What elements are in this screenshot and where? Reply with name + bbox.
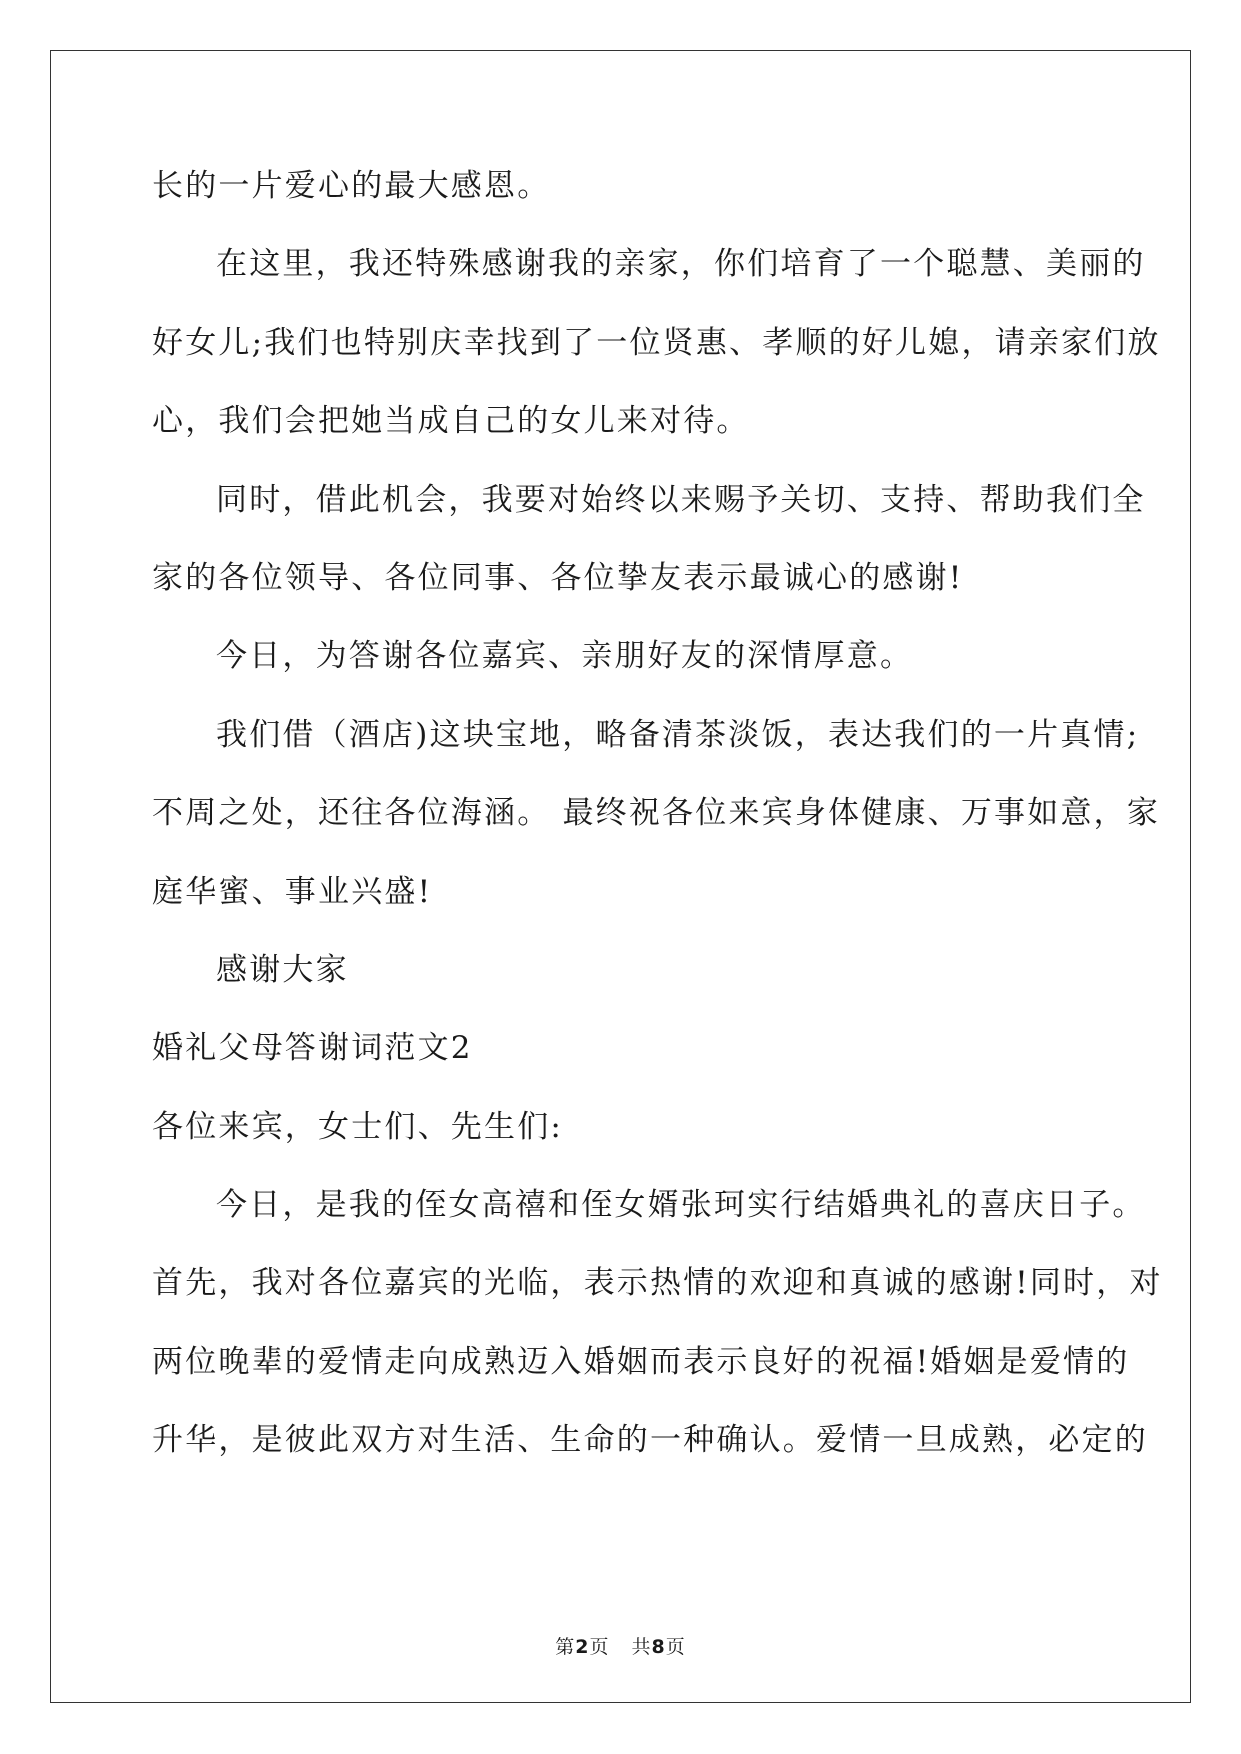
text-line: 首先，我对各位嘉宾的光临，表示热情的欢迎和真诚的感谢!同时，对 bbox=[152, 1265, 1163, 1302]
text-line: 升华，是彼此双方对生活、生命的一种确认。爱情一旦成熟，必定的 bbox=[152, 1422, 1148, 1459]
text-line: 不周之处，还往各位海涵。 最终祝各位来宾身体健康、万事如意，家 bbox=[152, 795, 1161, 832]
page-footer bbox=[0, 1635, 1241, 1659]
text-line: 同时，借此机会，我要对始终以来赐予关切、支持、帮助我们全 bbox=[216, 481, 1146, 518]
page-total: 8 bbox=[651, 1636, 666, 1658]
text-line: 长的一片爱心的最大感恩。 bbox=[152, 168, 551, 204]
total-prefix: 共 bbox=[631, 1636, 652, 1658]
page-unit: 页 bbox=[589, 1636, 610, 1658]
text-line: 今日，是我的侄女高禧和侄女婿张珂实行结婚典礼的喜庆日子。 bbox=[216, 1187, 1146, 1224]
page-prefix: 第 bbox=[555, 1636, 576, 1658]
text-line: 家的各位领导、各位同事、各位挚友表示最诚心的感谢! bbox=[152, 559, 964, 596]
text-line: 心，我们会把她当成自己的女儿来对待。 bbox=[152, 403, 750, 440]
text-line: 今日，为答谢各位嘉宾、亲朋好友的深情厚意。 bbox=[216, 638, 914, 675]
text-line: 两位晚辈的爱情走向成熟迈入婚姻而表示良好的祝福!婚姻是爱情的 bbox=[152, 1343, 1130, 1380]
text-line: 庭华蜜、事业兴盛! bbox=[152, 873, 433, 910]
text-line: 在这里，我还特殊感谢我的亲家，你们培育了一个聪慧、美丽的 bbox=[216, 246, 1146, 283]
text-line: 我们借（酒店)这块宝地，略备清茶淡饭，表达我们的一片真情; bbox=[216, 716, 1140, 753]
document-body bbox=[152, 162, 1163, 1495]
section-heading: 婚礼父母答谢词范文2 bbox=[152, 1030, 473, 1067]
page-current: 2 bbox=[575, 1636, 590, 1658]
salutation-line: 各位来宾，女士们、先生们: bbox=[152, 1108, 564, 1145]
text-line: 感谢大家 bbox=[216, 951, 349, 988]
text-line: 好女儿;我们也特别庆幸找到了一位贤惠、孝顺的好儿媳，请亲家们放 bbox=[152, 324, 1161, 361]
total-unit: 页 bbox=[665, 1636, 686, 1658]
